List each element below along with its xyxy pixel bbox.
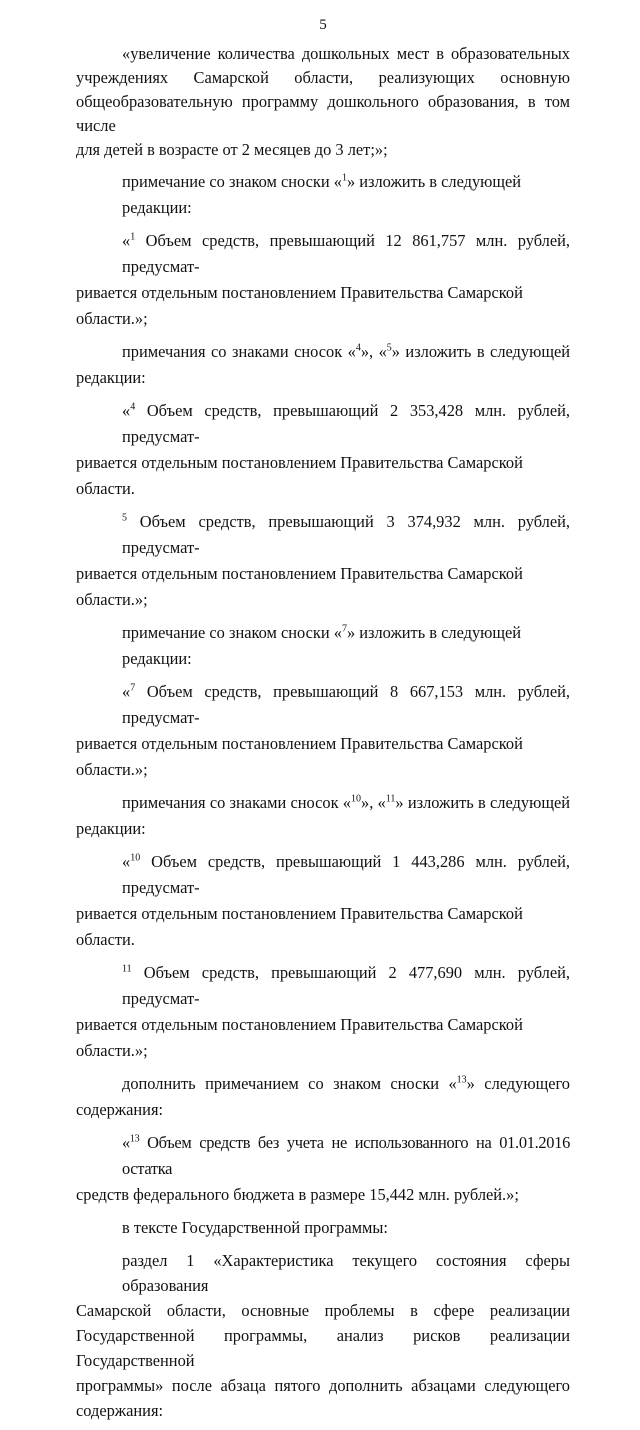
- footnote-mark: 13: [456, 1074, 467, 1086]
- paragraph-note-1-instruction: [76, 169, 570, 221]
- footnote-mark: 13: [129, 1133, 140, 1145]
- paragraph-section-1: [76, 1248, 570, 1423]
- footnote-mark: 5: [386, 342, 392, 354]
- footnote-mark: 10: [351, 793, 361, 805]
- text-line: «увеличение количества дошкольных мест в образовательных: [122, 44, 570, 63]
- text-line: Самарской области, основные проблемы в сфере реализации: [76, 1301, 570, 1320]
- text-line: ривается отдельным постановлением Правительства Самарской области.»;: [76, 734, 523, 779]
- paragraph-note-11-text: [76, 960, 570, 1064]
- text-line: [76, 339, 570, 365]
- text-line: [76, 509, 570, 561]
- paragraph-note-13-text: [76, 1130, 570, 1208]
- text-fragment: » изложить в следующей: [391, 342, 570, 361]
- paragraph-note-1-text: [76, 228, 570, 332]
- text-line: [76, 228, 570, 280]
- paragraph-note-10-text: [76, 849, 570, 953]
- text-fragment: », «: [360, 342, 387, 361]
- text-fragment: примечания со знаками сносок «: [122, 342, 356, 361]
- text-line: [76, 960, 570, 1012]
- text-fragment: примечание со знаком сноски «: [122, 623, 342, 642]
- paragraph-notes-10-11-instruction: [76, 790, 570, 842]
- text-fragment: Объем средств, превышающий 2 477,690 млн. рублей, предусмат-: [122, 963, 570, 1008]
- text-line: [76, 398, 570, 450]
- text-fragment: Объем средств, превышающий 12 861,757 млн. рублей, предусмат-: [122, 231, 570, 276]
- text-line: [76, 620, 570, 672]
- text-fragment: Объем средств, превышающий 3 374,932 млн. рублей, предусмат-: [122, 512, 570, 557]
- footnote-mark: 4: [355, 342, 361, 354]
- paragraph-note-7-instruction: [76, 620, 570, 672]
- text-fragment: » следующего: [466, 1074, 570, 1093]
- text-line: [76, 679, 570, 731]
- paragraph-note-4-text: [76, 398, 570, 502]
- text-line: [76, 1071, 570, 1097]
- footnote-mark: 11: [385, 793, 396, 805]
- text-fragment: Объем средств, превышающий 2 353,428 млн. рублей, предусмат-: [122, 401, 570, 446]
- text-fragment: » изложить в следующей редакции:: [122, 623, 522, 668]
- text-line: ривается отдельным постановлением Правительства Самарской области.: [76, 904, 523, 949]
- text-fragment: Объем средств, превышающий 8 667,153 млн. рублей, предусмат-: [122, 682, 570, 727]
- text-fragment: примечание со знаком сноски «: [122, 172, 342, 191]
- text-line: ривается отдельным постановлением Правительства Самарской области.»;: [76, 1015, 523, 1060]
- text-fragment: «: [122, 852, 131, 871]
- paragraph-note-5-text: [76, 509, 570, 613]
- footnote-mark: 11: [122, 963, 132, 975]
- text-line: редакции:: [76, 368, 146, 387]
- text-fragment: «: [122, 231, 131, 250]
- text-fragment: Объем средств, превышающий 1 443,286 млн. рублей, предусмат-: [122, 852, 570, 897]
- text-line: ривается отдельным постановлением Правительства Самарской области.»;: [76, 283, 523, 328]
- text-fragment: примечания со знаками сносок «: [122, 793, 351, 812]
- footnote-mark: 7: [341, 623, 347, 635]
- text-line: раздел 1 «Характеристика текущего состояния сферы образования: [122, 1251, 570, 1295]
- text-line: ривается отдельным постановлением Правительства Самарской области.: [76, 453, 523, 498]
- text-fragment: Объем средств без учета не использованного на 01.01.2016 остатка: [122, 1133, 570, 1178]
- text-line: содержания:: [76, 1100, 164, 1119]
- footnote-mark: 1: [341, 172, 347, 184]
- footnote-mark: 10: [130, 852, 141, 864]
- document-page: [76, 14, 570, 1430]
- text-line: средств федерального бюджета в размере 15,442 млн. рублей.»;: [76, 1185, 519, 1204]
- paragraph-preschool-places: [76, 42, 570, 162]
- text-line: ривается отдельным постановлением Правительства Самарской области.»;: [76, 564, 523, 609]
- paragraph-note-7-text: [76, 679, 570, 783]
- footnote-mark: 1: [130, 231, 136, 243]
- text-line: [76, 169, 570, 221]
- text-fragment: » изложить в следующей: [395, 793, 570, 812]
- text-line: редакции:: [76, 819, 146, 838]
- text-line: [76, 1130, 570, 1182]
- text-fragment: «: [122, 401, 131, 420]
- text-line: [76, 849, 570, 901]
- text-line: в тексте Государственной программы:: [122, 1218, 388, 1237]
- page-number: 5: [319, 17, 327, 33]
- footnote-mark: 7: [130, 682, 136, 694]
- paragraph-notes-4-5-instruction: [76, 339, 570, 391]
- text-fragment: «: [122, 682, 131, 701]
- text-line: [76, 790, 570, 816]
- text-fragment: дополнить примечанием со знаком сноски «: [122, 1074, 457, 1093]
- text-fragment: », «: [361, 793, 386, 812]
- text-line: содержания:: [76, 1401, 164, 1420]
- text-line: программы» после абзаца пятого дополнить абзацами следующего: [76, 1376, 570, 1395]
- paragraph-program-text-intro: [76, 1215, 570, 1241]
- text-line: Государственной программы, анализ рисков реализации Государственной: [76, 1326, 570, 1370]
- text-fragment: » изложить в следующей редакции:: [122, 172, 522, 217]
- text-line: общеобразовательную программу дошкольного образования, в том числе: [76, 92, 570, 135]
- footnote-mark: 4: [130, 401, 136, 413]
- footnote-mark: 5: [122, 512, 127, 524]
- text-line: для детей в возрасте от 2 месяцев до 3 лет;»;: [76, 140, 388, 159]
- paragraph-note-13-instruction: [76, 1071, 570, 1123]
- text-line: учреждениях Самарской области, реализующих основную: [76, 68, 570, 87]
- text-fragment: «: [122, 1133, 130, 1152]
